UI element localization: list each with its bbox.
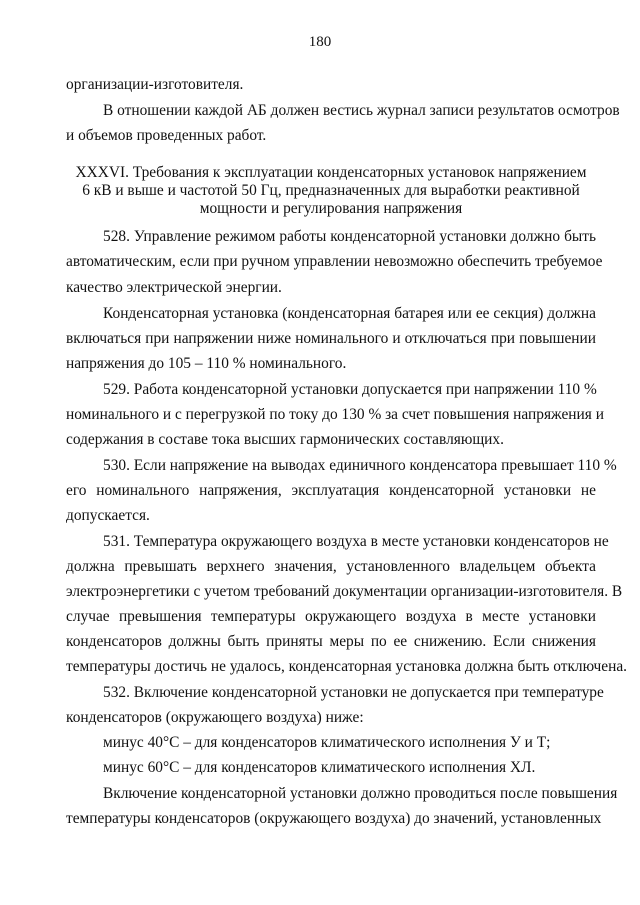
page-number: 180 <box>308 34 332 50</box>
text-line: качество электрической энергии. <box>66 279 282 296</box>
text-line: конденсаторов (окружающего воздуха) ниже: <box>66 709 364 726</box>
section-heading-line: XXXVI. Требования к эксплуатации конденсаторных установок напряжением <box>75 164 587 181</box>
text-line: 531. Температура окружающего воздуха в месте установки конденсаторов не <box>103 533 609 550</box>
section-heading-line: мощности и регулирования напряжения <box>199 200 463 217</box>
text-line: электроэнергетики с учетом требований документации организации-изготовителя. В <box>66 583 623 600</box>
section-heading-line: 6 кВ и выше и частотой 50 Гц, предназначенных для выработки реактивной <box>82 182 580 199</box>
text-line: 528. Управление режимом работы конденсаторной установки должно быть <box>103 228 596 245</box>
text-line: организации-изготовителя. <box>66 76 244 93</box>
text-line: его номинального напряжения, эксплуатация конденсаторной установки не <box>66 482 596 499</box>
text-line: напряжения до 105 – 110 % номинального. <box>66 355 347 372</box>
text-line: должна превышать верхнего значения, установленного владельцем объекта <box>66 558 596 575</box>
text-line: В отношении каждой АБ должен вестись журнал записи результатов осмотров <box>103 102 620 119</box>
text-line: 529. Работа конденсаторной установки допускается при напряжении 110 % <box>103 381 597 398</box>
text-line: случае превышения температуры окружающего воздуха в месте установки <box>66 608 596 625</box>
text-line: температуры конденсаторов (окружающего воздуха) до значений, установленных <box>66 810 602 827</box>
text-line: и объемов проведенных работ. <box>66 127 267 144</box>
text-line: минус 60°С – для конденсаторов климатического исполнения ХЛ. <box>103 759 536 776</box>
text-line: содержания в составе тока высших гармонических составляющих. <box>66 431 504 448</box>
text-line: 532. Включение конденсаторной установки не допускается при температуре <box>103 684 604 701</box>
text-line: автоматическим, если при ручном управлении невозможно обеспечить требуемое <box>66 253 603 270</box>
text-line: температуры достичь не удалось, конденсаторная установка должна быть отключена. <box>66 658 628 675</box>
text-line: минус 40°С – для конденсаторов климатического исполнения У и Т; <box>103 734 551 751</box>
text-line: включаться при напряжении ниже номинального и отключаться при повышении <box>66 330 596 347</box>
text-line: 530. Если напряжение на выводах единичного конденсатора превышает 110 % <box>103 457 617 474</box>
text-line: конденсаторов должны быть приняты меры по ее снижению. Если снижения <box>66 633 596 650</box>
text-line: допускается. <box>66 507 150 524</box>
text-line: номинального и с перегрузкой по току до 130 % за счет повышения напряжения и <box>66 406 604 423</box>
text-line: Включение конденсаторной установки должно проводиться после повышения <box>103 785 618 802</box>
text-line: Конденсаторная установка (конденсаторная батарея или ее секция) должна <box>103 305 596 322</box>
